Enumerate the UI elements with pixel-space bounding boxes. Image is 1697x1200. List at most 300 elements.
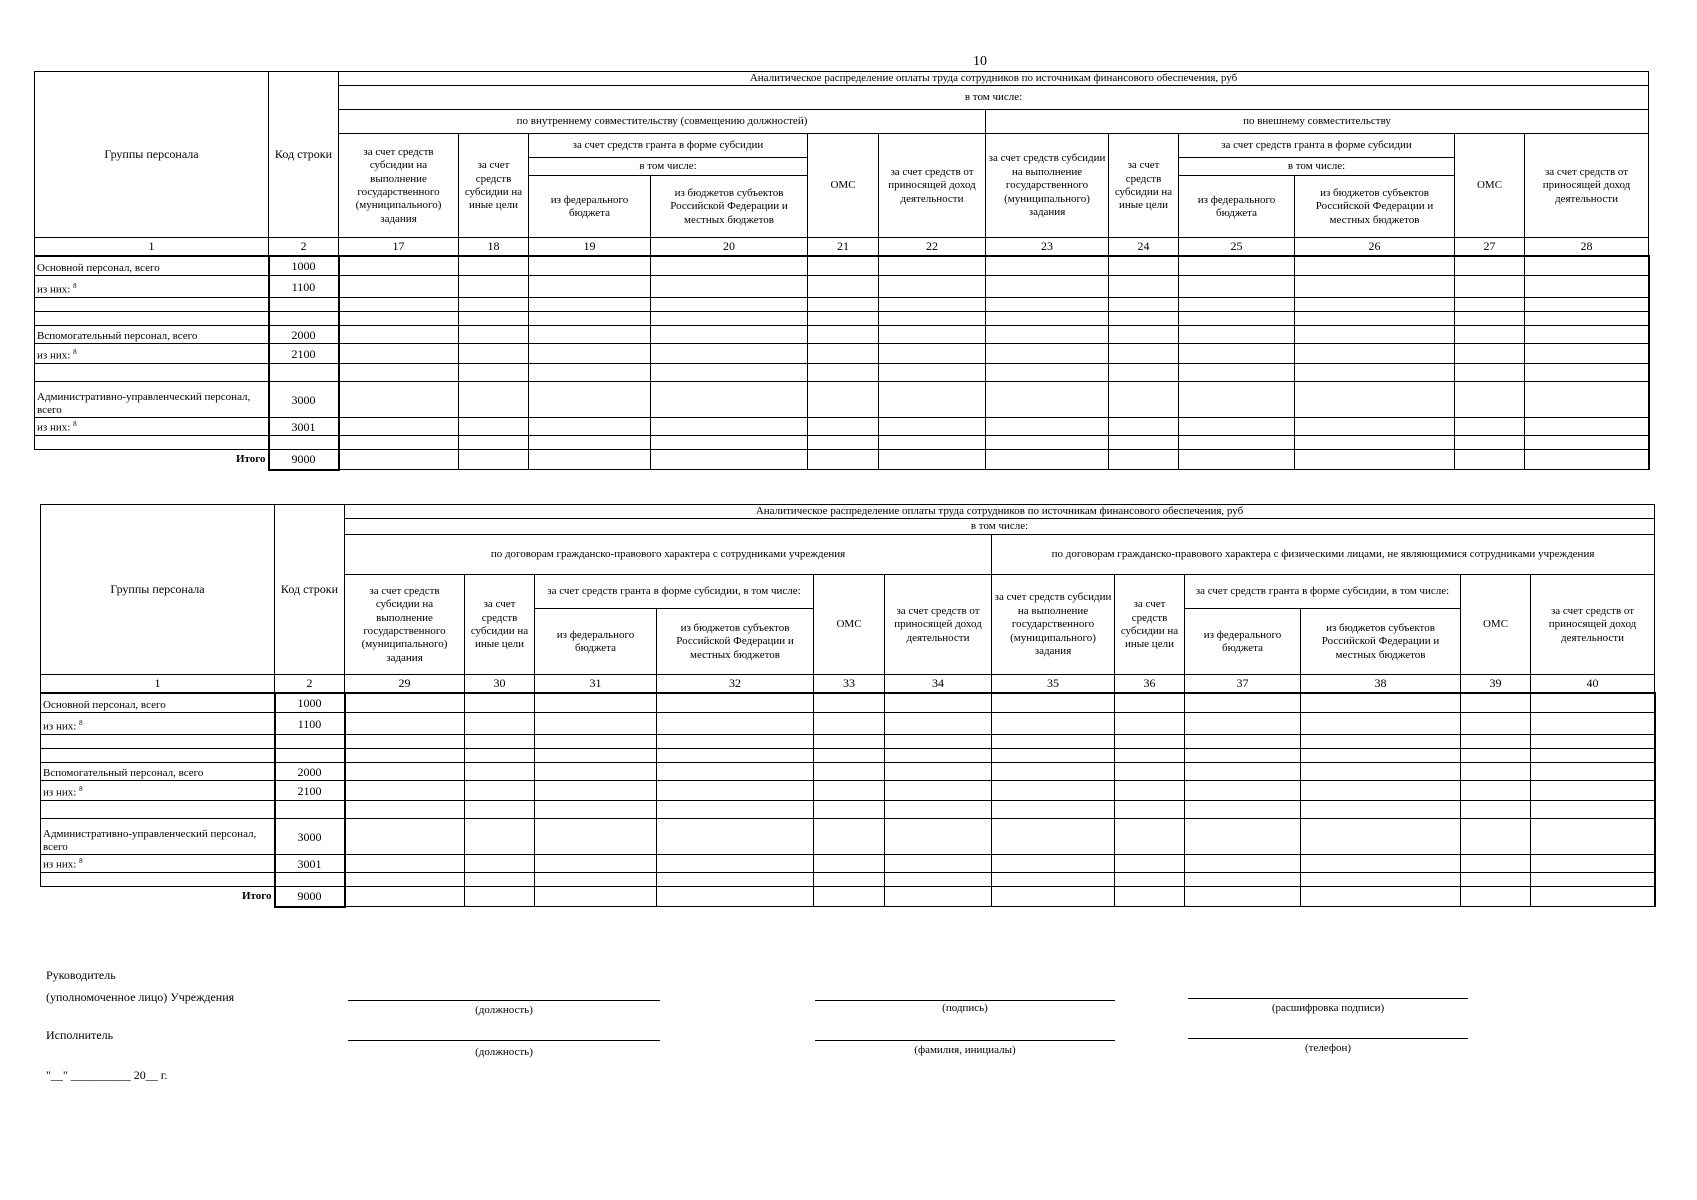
value-cell[interactable] <box>1115 801 1185 819</box>
value-cell[interactable] <box>535 693 657 713</box>
value-cell[interactable] <box>1185 749 1301 763</box>
value-cell[interactable] <box>529 312 651 326</box>
value-cell[interactable] <box>1525 276 1649 298</box>
value-cell[interactable] <box>992 763 1115 781</box>
footnote-mark: 8 <box>73 420 77 429</box>
value-cell[interactable] <box>339 450 459 470</box>
value-cell[interactable] <box>529 256 651 276</box>
col-number: 22 <box>879 238 986 256</box>
value-cell[interactable] <box>814 855 885 873</box>
value-cell[interactable] <box>814 873 885 887</box>
value-cell[interactable] <box>814 735 885 749</box>
value-cell[interactable] <box>1179 418 1295 436</box>
value-cell[interactable] <box>808 256 879 276</box>
phone-line[interactable] <box>1188 1038 1468 1039</box>
value-cell[interactable] <box>1115 819 1185 855</box>
value-cell[interactable] <box>459 364 529 382</box>
value-cell[interactable] <box>1301 693 1461 713</box>
value-cell[interactable] <box>986 276 1109 298</box>
col-header-groups: Группы персонала <box>35 72 269 238</box>
value-cell[interactable] <box>535 749 657 763</box>
value-cell[interactable] <box>465 693 535 713</box>
value-cell[interactable] <box>1109 276 1179 298</box>
value-cell[interactable] <box>459 450 529 470</box>
value-cell[interactable] <box>885 781 992 801</box>
value-cell[interactable] <box>1185 801 1301 819</box>
value-cell[interactable] <box>651 382 808 418</box>
value-cell[interactable] <box>459 382 529 418</box>
value-cell[interactable] <box>657 781 814 801</box>
value-cell[interactable] <box>529 418 651 436</box>
value-cell[interactable] <box>1115 713 1185 735</box>
value-cell[interactable] <box>1455 326 1525 344</box>
value-cell[interactable] <box>529 382 651 418</box>
value-cell[interactable] <box>1179 436 1295 450</box>
value-cell[interactable] <box>345 713 465 735</box>
value-cell[interactable] <box>1295 344 1455 364</box>
value-cell[interactable] <box>339 276 459 298</box>
value-cell[interactable] <box>808 436 879 450</box>
value-cell[interactable] <box>1531 693 1655 713</box>
value-cell[interactable] <box>1301 749 1461 763</box>
value-cell[interactable] <box>651 312 808 326</box>
value-cell[interactable] <box>535 735 657 749</box>
value-cell[interactable] <box>1115 749 1185 763</box>
value-cell[interactable] <box>657 801 814 819</box>
value-cell[interactable] <box>1295 418 1455 436</box>
name-line[interactable] <box>815 1040 1115 1041</box>
value-cell[interactable] <box>657 693 814 713</box>
value-cell[interactable] <box>992 781 1115 801</box>
value-cell[interactable] <box>1525 312 1649 326</box>
value-cell[interactable] <box>1109 450 1179 470</box>
value-cell[interactable] <box>339 312 459 326</box>
value-cell[interactable] <box>459 344 529 364</box>
value-cell[interactable] <box>1185 873 1301 887</box>
value-cell[interactable] <box>651 450 808 470</box>
position-line[interactable] <box>348 1000 660 1001</box>
value-cell[interactable] <box>465 887 535 907</box>
value-cell[interactable] <box>459 276 529 298</box>
value-cell[interactable] <box>459 256 529 276</box>
value-cell[interactable] <box>814 887 885 907</box>
value-cell[interactable] <box>1531 713 1655 735</box>
date-field[interactable]: "__" __________ 20__ г. <box>46 1068 168 1082</box>
value-cell[interactable] <box>529 326 651 344</box>
value-cell[interactable] <box>1115 855 1185 873</box>
value-cell[interactable] <box>1109 436 1179 450</box>
value-cell[interactable] <box>1455 256 1525 276</box>
row-code: 1000 <box>269 256 339 276</box>
value-cell[interactable] <box>1301 819 1461 855</box>
value-cell[interactable] <box>1531 887 1655 907</box>
col-header-oms: ОМС <box>1461 575 1531 675</box>
value-cell[interactable] <box>1455 382 1525 418</box>
value-cell[interactable] <box>986 382 1109 418</box>
value-cell[interactable] <box>459 436 529 450</box>
value-cell[interactable] <box>885 873 992 887</box>
value-cell[interactable] <box>339 436 459 450</box>
value-cell[interactable] <box>1455 418 1525 436</box>
value-cell[interactable] <box>808 364 879 382</box>
value-cell[interactable] <box>1179 382 1295 418</box>
value-cell[interactable] <box>1525 364 1649 382</box>
value-cell[interactable] <box>1455 298 1525 312</box>
value-cell[interactable] <box>465 873 535 887</box>
value-cell[interactable] <box>345 781 465 801</box>
value-cell[interactable] <box>986 256 1109 276</box>
value-cell[interactable] <box>1179 450 1295 470</box>
value-cell[interactable] <box>879 326 986 344</box>
table-row <box>35 298 1649 312</box>
value-cell[interactable] <box>885 887 992 907</box>
value-cell[interactable] <box>1115 763 1185 781</box>
value-cell[interactable] <box>1179 364 1295 382</box>
value-cell[interactable] <box>345 855 465 873</box>
value-cell[interactable] <box>1525 450 1649 470</box>
value-cell[interactable] <box>657 763 814 781</box>
value-cell[interactable] <box>1295 382 1455 418</box>
value-cell[interactable] <box>814 819 885 855</box>
group-gph-staff-header: по договорам гражданско-правового характера с сотрудниками учреждения <box>345 535 992 575</box>
value-cell[interactable] <box>885 855 992 873</box>
value-cell[interactable] <box>465 801 535 819</box>
row-label-text: Вспомогательный персонал, всего <box>37 330 198 342</box>
value-cell[interactable] <box>345 693 465 713</box>
value-cell[interactable] <box>1179 256 1295 276</box>
value-cell[interactable] <box>814 763 885 781</box>
value-cell[interactable] <box>879 276 986 298</box>
value-cell[interactable] <box>459 312 529 326</box>
value-cell[interactable] <box>814 693 885 713</box>
value-cell[interactable] <box>1115 873 1185 887</box>
value-cell[interactable] <box>808 276 879 298</box>
value-cell[interactable] <box>1525 256 1649 276</box>
value-cell[interactable] <box>459 298 529 312</box>
value-cell[interactable] <box>657 819 814 855</box>
phone-caption: (телефон) <box>1304 1042 1352 1054</box>
value-cell[interactable] <box>1525 382 1649 418</box>
value-cell[interactable] <box>1109 382 1179 418</box>
value-cell[interactable] <box>885 735 992 749</box>
value-cell[interactable] <box>529 436 651 450</box>
value-cell[interactable] <box>1109 418 1179 436</box>
value-cell[interactable] <box>345 801 465 819</box>
value-cell[interactable] <box>879 364 986 382</box>
value-cell[interactable] <box>535 713 657 735</box>
value-cell[interactable] <box>1109 256 1179 276</box>
value-cell[interactable] <box>1461 887 1531 907</box>
value-cell[interactable] <box>1455 450 1525 470</box>
value-cell[interactable] <box>879 344 986 364</box>
value-cell[interactable] <box>1295 256 1455 276</box>
value-cell[interactable] <box>1115 887 1185 907</box>
including-header: в том числе: <box>339 86 1649 110</box>
value-cell[interactable] <box>885 763 992 781</box>
value-cell[interactable] <box>1525 326 1649 344</box>
value-cell[interactable] <box>814 713 885 735</box>
value-cell[interactable] <box>992 693 1115 713</box>
value-cell[interactable] <box>651 364 808 382</box>
value-cell[interactable] <box>345 887 465 907</box>
value-cell[interactable] <box>879 312 986 326</box>
value-cell[interactable] <box>345 819 465 855</box>
value-cell[interactable] <box>1531 749 1655 763</box>
value-cell[interactable] <box>1461 693 1531 713</box>
signature-line[interactable] <box>815 1000 1115 1001</box>
row-code: 9000 <box>269 450 339 470</box>
value-cell[interactable] <box>1109 326 1179 344</box>
value-cell[interactable] <box>992 735 1115 749</box>
value-cell[interactable] <box>535 873 657 887</box>
value-cell[interactable] <box>1461 763 1531 781</box>
value-cell[interactable] <box>1301 855 1461 873</box>
value-cell[interactable] <box>879 256 986 276</box>
row-label-text: из них: <box>37 350 71 362</box>
value-cell[interactable] <box>1531 781 1655 801</box>
value-cell[interactable] <box>1301 887 1461 907</box>
value-cell[interactable] <box>885 801 992 819</box>
col-header-state-task: за счет средств субсидии на выполнение государственного (муниципального) задания <box>345 575 465 675</box>
table-row <box>35 364 1649 382</box>
value-cell[interactable] <box>345 873 465 887</box>
row-label-text: из них: <box>43 721 77 733</box>
value-cell[interactable] <box>992 713 1115 735</box>
value-cell[interactable] <box>1531 855 1655 873</box>
value-cell[interactable] <box>808 344 879 364</box>
value-cell[interactable] <box>1301 713 1461 735</box>
value-cell[interactable] <box>986 298 1109 312</box>
value-cell[interactable] <box>339 418 459 436</box>
value-cell[interactable] <box>986 436 1109 450</box>
value-cell[interactable] <box>1295 436 1455 450</box>
value-cell[interactable] <box>657 713 814 735</box>
value-cell[interactable] <box>1301 873 1461 887</box>
value-cell[interactable] <box>657 735 814 749</box>
value-cell[interactable] <box>992 819 1115 855</box>
value-cell[interactable] <box>1525 436 1649 450</box>
value-cell[interactable] <box>1295 326 1455 344</box>
value-cell[interactable] <box>1185 887 1301 907</box>
value-cell[interactable] <box>1185 855 1301 873</box>
value-cell[interactable] <box>992 887 1115 907</box>
value-cell[interactable] <box>1531 801 1655 819</box>
decoding-line[interactable] <box>1188 998 1468 999</box>
value-cell[interactable] <box>651 418 808 436</box>
value-cell[interactable] <box>986 364 1109 382</box>
value-cell[interactable] <box>1525 344 1649 364</box>
value-cell[interactable] <box>1301 763 1461 781</box>
value-cell[interactable] <box>1295 450 1455 470</box>
col-number: 2 <box>275 675 345 693</box>
value-cell[interactable] <box>1185 781 1301 801</box>
table-title: Аналитическое распределение оплаты труда сотрудников по источникам финансового обеспечения, руб <box>339 72 1649 86</box>
value-cell[interactable] <box>992 801 1115 819</box>
value-cell[interactable] <box>1461 819 1531 855</box>
value-cell[interactable] <box>879 298 986 312</box>
value-cell[interactable] <box>651 326 808 344</box>
value-cell[interactable] <box>986 326 1109 344</box>
value-cell[interactable] <box>1295 364 1455 382</box>
value-cell[interactable] <box>339 364 459 382</box>
value-cell[interactable] <box>465 735 535 749</box>
value-cell[interactable] <box>1461 801 1531 819</box>
value-cell[interactable] <box>885 819 992 855</box>
row-code: 9000 <box>275 887 345 907</box>
value-cell[interactable] <box>1455 344 1525 364</box>
value-cell[interactable] <box>808 326 879 344</box>
value-cell[interactable] <box>465 763 535 781</box>
value-cell[interactable] <box>1179 298 1295 312</box>
value-cell[interactable] <box>808 298 879 312</box>
value-cell[interactable] <box>1455 364 1525 382</box>
value-cell[interactable] <box>657 855 814 873</box>
value-cell[interactable] <box>1461 855 1531 873</box>
value-cell[interactable] <box>1525 298 1649 312</box>
value-cell[interactable] <box>339 344 459 364</box>
value-cell[interactable] <box>651 344 808 364</box>
row-label-text: из них: <box>43 787 77 799</box>
value-cell[interactable] <box>529 450 651 470</box>
value-cell[interactable] <box>885 713 992 735</box>
table-row <box>41 735 1655 749</box>
value-cell[interactable] <box>529 344 651 364</box>
value-cell[interactable] <box>986 344 1109 364</box>
value-cell[interactable] <box>459 418 529 436</box>
value-cell[interactable] <box>657 887 814 907</box>
value-cell[interactable] <box>459 326 529 344</box>
value-cell[interactable] <box>1531 763 1655 781</box>
value-cell[interactable] <box>1295 312 1455 326</box>
value-cell[interactable] <box>651 276 808 298</box>
value-cell[interactable] <box>465 819 535 855</box>
value-cell[interactable] <box>808 418 879 436</box>
value-cell[interactable] <box>657 749 814 763</box>
value-cell[interactable] <box>1185 713 1301 735</box>
value-cell[interactable] <box>879 436 986 450</box>
value-cell[interactable] <box>1115 735 1185 749</box>
value-cell[interactable] <box>885 749 992 763</box>
value-cell[interactable] <box>535 763 657 781</box>
value-cell[interactable] <box>1301 735 1461 749</box>
value-cell[interactable] <box>814 749 885 763</box>
value-cell[interactable] <box>1109 364 1179 382</box>
value-cell[interactable] <box>535 781 657 801</box>
value-cell[interactable] <box>992 873 1115 887</box>
value-cell[interactable] <box>1185 763 1301 781</box>
value-cell[interactable] <box>339 326 459 344</box>
position-line-2[interactable] <box>348 1040 660 1041</box>
value-cell[interactable] <box>1179 312 1295 326</box>
value-cell[interactable] <box>1109 312 1179 326</box>
value-cell[interactable] <box>986 450 1109 470</box>
value-cell[interactable] <box>1531 873 1655 887</box>
value-cell[interactable] <box>1185 693 1301 713</box>
value-cell[interactable] <box>1525 418 1649 436</box>
value-cell[interactable] <box>1461 781 1531 801</box>
value-cell[interactable] <box>465 855 535 873</box>
group-internal-header: по внутреннему совместительству (совмещению должностей) <box>339 110 986 134</box>
value-cell[interactable] <box>1461 873 1531 887</box>
value-cell[interactable] <box>535 819 657 855</box>
row-label-total: Итого <box>35 450 269 470</box>
value-cell[interactable] <box>808 450 879 470</box>
col-number: 17 <box>339 238 459 256</box>
value-cell[interactable] <box>1461 713 1531 735</box>
table-row <box>35 344 1649 364</box>
value-cell[interactable] <box>345 763 465 781</box>
value-cell[interactable] <box>1531 819 1655 855</box>
value-cell[interactable] <box>1301 801 1461 819</box>
value-cell[interactable] <box>345 749 465 763</box>
value-cell[interactable] <box>808 312 879 326</box>
value-cell[interactable] <box>535 855 657 873</box>
value-cell[interactable] <box>1185 735 1301 749</box>
value-cell[interactable] <box>1455 436 1525 450</box>
value-cell[interactable] <box>1455 312 1525 326</box>
value-cell[interactable] <box>1301 781 1461 801</box>
value-cell[interactable] <box>465 749 535 763</box>
value-cell[interactable] <box>1179 276 1295 298</box>
value-cell[interactable] <box>814 801 885 819</box>
value-cell[interactable] <box>879 450 986 470</box>
value-cell[interactable] <box>651 298 808 312</box>
value-cell[interactable] <box>1109 298 1179 312</box>
value-cell[interactable] <box>1295 276 1455 298</box>
value-cell[interactable] <box>657 873 814 887</box>
value-cell[interactable] <box>345 735 465 749</box>
value-cell[interactable] <box>992 855 1115 873</box>
row-label-empty <box>41 735 275 749</box>
value-cell[interactable] <box>1115 693 1185 713</box>
value-cell[interactable] <box>465 781 535 801</box>
value-cell[interactable] <box>1185 819 1301 855</box>
value-cell[interactable] <box>1455 276 1525 298</box>
value-cell[interactable] <box>1531 735 1655 749</box>
value-cell[interactable] <box>535 887 657 907</box>
value-cell[interactable] <box>529 364 651 382</box>
value-cell[interactable] <box>651 436 808 450</box>
value-cell[interactable] <box>465 713 535 735</box>
value-cell[interactable] <box>1109 344 1179 364</box>
value-cell[interactable] <box>1115 781 1185 801</box>
value-cell[interactable] <box>885 693 992 713</box>
value-cell[interactable] <box>808 382 879 418</box>
value-cell[interactable] <box>529 298 651 312</box>
value-cell[interactable] <box>529 276 651 298</box>
row-label <box>35 382 269 418</box>
value-cell[interactable] <box>535 801 657 819</box>
value-cell[interactable] <box>651 256 808 276</box>
value-cell[interactable] <box>339 298 459 312</box>
col-number: 1 <box>35 238 269 256</box>
value-cell[interactable] <box>339 256 459 276</box>
value-cell[interactable] <box>1461 749 1531 763</box>
value-cell[interactable] <box>986 312 1109 326</box>
col-number: 29 <box>345 675 465 693</box>
value-cell[interactable] <box>1179 326 1295 344</box>
value-cell[interactable] <box>986 418 1109 436</box>
value-cell[interactable] <box>1461 735 1531 749</box>
value-cell[interactable] <box>879 418 986 436</box>
value-cell[interactable] <box>339 382 459 418</box>
value-cell[interactable] <box>1179 344 1295 364</box>
value-cell[interactable] <box>1295 298 1455 312</box>
value-cell[interactable] <box>879 382 986 418</box>
value-cell[interactable] <box>992 749 1115 763</box>
row-label-text: из них: <box>43 859 77 871</box>
value-cell[interactable] <box>814 781 885 801</box>
